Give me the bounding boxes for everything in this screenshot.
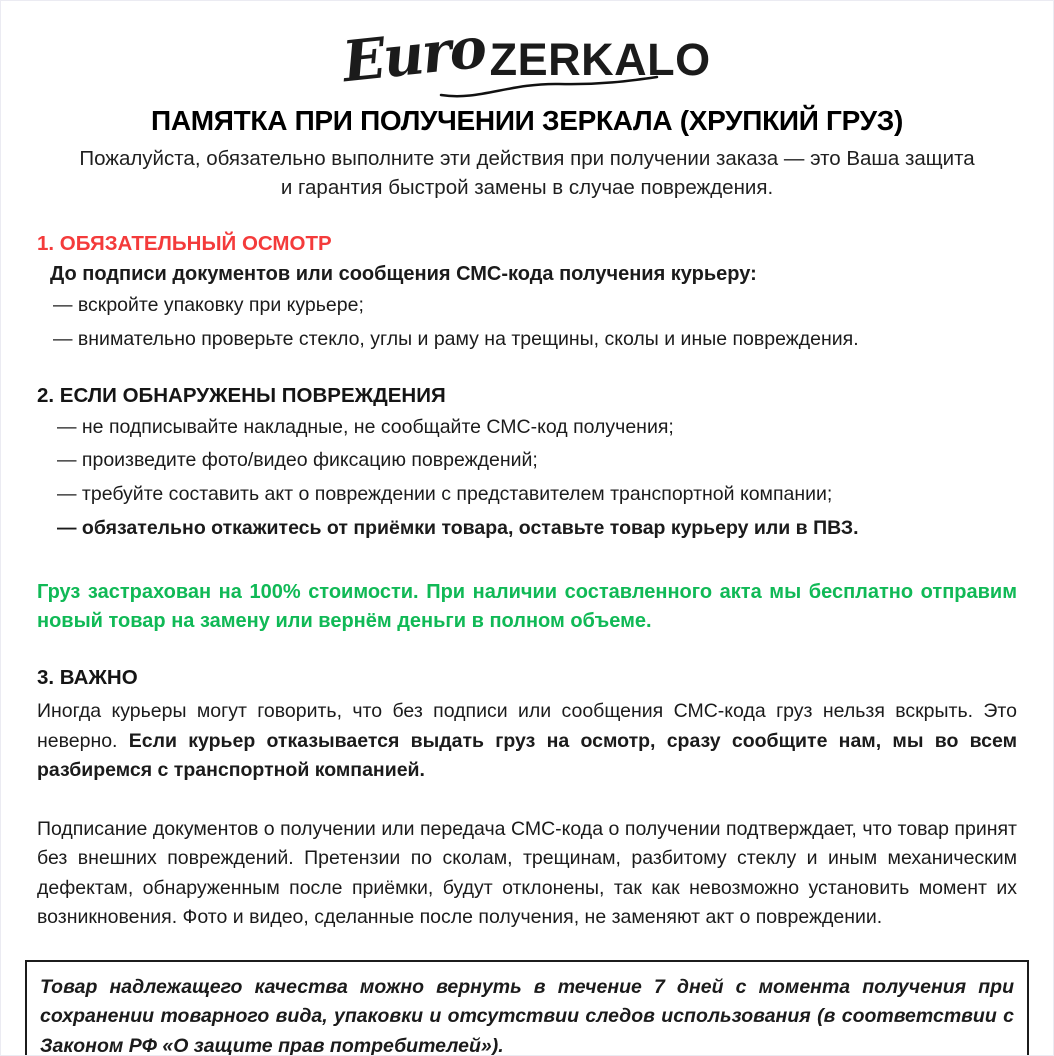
page-title: ПАМЯТКА ПРИ ПОЛУЧЕНИИ ЗЕРКАЛА (ХРУПКИЙ ГРУЗ) — [151, 105, 903, 136]
section-3-heading: 3. ВАЖНО — [37, 666, 138, 690]
brand-logo-script-text: Euro — [339, 14, 489, 96]
acceptance-paragraph: Подписание документов о получении или передача СМС-кода о получении подтверждает, что товар принят без внешних повреждений. Претензии по сколам, трещинам, разбитому стеклу и иным механическим дефектам, обнаруженным после приёмки, будут отклонены, так как невозможно установить момент их возникновения. Фото и видео, сделанные после получения, не заменяют акт о повреждении. — [37, 818, 1017, 928]
section-1-lead: До подписи документов или сообщения СМС-кода получения курьеру: — [50, 263, 757, 286]
section-2-bullet-1: — не подписывайте накладные, не сообщайте СМС-код получения; — [57, 415, 674, 438]
brand-logo-word-text: ZERKALO — [489, 33, 711, 85]
section-3-paragraph-bold: Если курьер отказывается выдать груз на осмотр, сразу сообщите нам, мы во всем разбиремся с транспортной компанией. — [37, 729, 1017, 781]
page-subtitle — [1, 144, 1053, 202]
memo-content — [1, 232, 1053, 932]
section-1-heading: 1. ОБЯЗАТЕЛЬНЫЙ ОСМОТР — [37, 232, 332, 256]
section-3-paragraph — [37, 697, 1017, 785]
section-1-bullet-2: — внимательно проверьте стекло, углы и раму на трещины, сколы и иные повреждения. — [53, 327, 859, 350]
return-policy-box: Товар надлежащего качества можно вернуть в течение 7 дней с момента получения при сохранении товарного вида, упаковки и отсутствии следов использования (в соответствии с Законом РФ «О защите прав потребителей»). — [25, 960, 1029, 1056]
section-2-bullet-3: — требуйте составить акт о повреждении с представителем транспортной компании; — [57, 482, 833, 505]
page-subtitle-line-1: Пожалуйста, обязательно выполните эти действия при получении заказа — это Ваша защита — [79, 147, 975, 170]
section-3-paragraph-normal: Иногда курьеры могут говорить, что без подписи или сообщения СМС-кода груз нельзя вскрыть. Это неверно. — [37, 700, 1017, 752]
section-2-heading: 2. ЕСЛИ ОБНАРУЖЕНЫ ПОВРЕЖДЕНИЯ — [37, 383, 446, 407]
section-2-bullet-4: — обязательно откажитесь от приёмки товара, оставьте товар курьеру или в ПВЗ. — [57, 516, 859, 539]
page-subtitle-line-2: и гарантия быстрой замены в случае повреждения. — [280, 176, 774, 200]
section-1-bullet-1: — вскройте упаковку при курьере; — [53, 294, 364, 317]
section-mandatory-inspection — [37, 232, 1017, 353]
brand-logo — [1, 14, 1053, 97]
section-2-bullet-2: — произведите фото/видео фиксацию повреждений; — [57, 449, 538, 472]
insurance-note: Груз застрахован на 100% стоимости. При наличии составленного акта мы бесплатно отправим новый товар на замену или вернём деньги в полном объеме. — [37, 581, 1017, 633]
brand-logo-inner — [339, 14, 711, 96]
section-important — [37, 666, 1017, 785]
section-damage-found — [37, 384, 1017, 543]
